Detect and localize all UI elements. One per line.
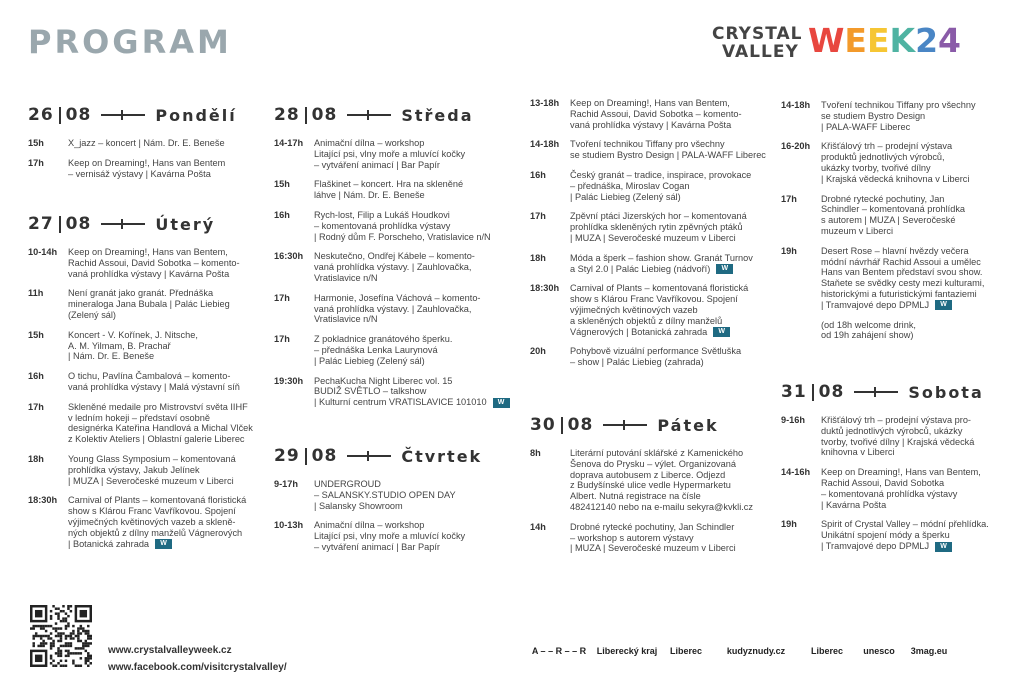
event-time: 18h <box>28 453 44 464</box>
facebook-link[interactable]: www.facebook.com/visitcrystalvalley/ <box>108 662 287 673</box>
event-description: Tvoření technikou Tiffany pro všechny se studiem Bystro Design | PALA-WAFF Liberec <box>821 100 976 132</box>
day-date: 31 <box>781 382 807 402</box>
day-header <box>530 414 776 436</box>
event-time: 14-18h <box>781 100 811 110</box>
day-date: 27 <box>28 214 54 234</box>
event-time: 8h <box>530 448 541 458</box>
header-line <box>347 114 391 116</box>
day-name: Pondělí <box>155 105 237 125</box>
header-line <box>347 455 391 457</box>
event-item <box>530 346 776 368</box>
footer-links <box>108 642 287 676</box>
event-time: 18h <box>530 252 546 263</box>
event-item <box>28 495 268 549</box>
event-time: 17h <box>530 211 546 222</box>
event-time: 17h <box>274 292 290 303</box>
event-item <box>530 283 776 337</box>
week-badge-icon: W <box>716 264 733 274</box>
event-time: 15h <box>28 329 44 340</box>
day-month: 08 <box>311 446 338 466</box>
logo-letter: 2 <box>915 21 939 60</box>
week-badge-icon: W <box>935 300 952 310</box>
event-description: Keep on Dreaming!, Hans van Bentem, Rachid Assoui, David Sobotka – komento- vaná prohlídka výstavy | Kavárna Pošta <box>68 247 240 279</box>
event-item <box>530 170 776 202</box>
logo-line-1: CRYSTAL <box>712 24 803 44</box>
event-item <box>781 519 1009 551</box>
event-time: 10-14h <box>28 247 58 257</box>
event-item <box>530 211 776 243</box>
event-description: X_jazz – koncert | Nám. Dr. E. Beneše <box>68 138 225 148</box>
qr-code[interactable] <box>30 605 92 667</box>
event-time: 15h <box>274 179 290 190</box>
event-description: Zpěvní ptáci Jizerských hor – komentovaná prohlídka skleněných rytin zpěvných ptáků | MUZA | Severočeské muzeum v Liberci <box>570 211 747 243</box>
day-date: 29 <box>274 446 300 466</box>
event-description: Koncert - V. Kořínek, J. Nitsche, A. M. Yilmam, B. Prachař | Nám. Dr. E. Beneše <box>68 329 198 362</box>
header-line <box>854 391 898 393</box>
day-name: Čtvrtek <box>401 446 483 466</box>
header-line <box>101 114 145 116</box>
event-time: 17h <box>274 334 290 345</box>
event-time: 19h <box>781 245 797 256</box>
event-item <box>28 138 268 149</box>
day-header <box>28 104 268 126</box>
logo-line-2: VALLEY <box>722 42 799 62</box>
day-block <box>530 406 776 563</box>
event-item <box>28 158 268 180</box>
day-month: 08 <box>311 105 338 125</box>
day-header <box>274 104 512 126</box>
event-description: Tvoření technikou Tiffany pro všechny se studiem Bystro Design | PALA-WAFF Liberec <box>570 139 766 161</box>
event-description: Keep on Dreaming!, Hans van Bentem, Rachid Assoui, David Sobotka – komento- vaná prohlídka výstavy | Kavárna Pošta <box>570 98 742 130</box>
day-block <box>781 100 1009 350</box>
event-item <box>274 520 512 552</box>
event-time: 17h <box>781 193 797 204</box>
event-time: 14-16h <box>781 467 811 478</box>
event-time: 10-13h <box>274 520 304 531</box>
event-description: Animační dílna – workshop Litající psi, vlny moře a mluvící kočky – vytváření animací | Bar Papír <box>314 138 466 170</box>
event-description: Animační dílna – workshop Litající psi, vlny moře a mluvící kočky – vytváření animací | Bar Papír <box>314 520 466 552</box>
day-name: Pátek <box>657 415 719 435</box>
event-time: 16h <box>274 209 290 220</box>
crystal-valley-week-logo <box>712 21 1002 68</box>
sponsor-logo[interactable]: Liberec <box>669 646 702 656</box>
logo-letter: 4 <box>938 21 962 60</box>
event-item <box>274 293 512 325</box>
event-item <box>530 98 776 130</box>
event-time: 15h <box>28 138 44 148</box>
event-time: 14h <box>530 521 546 532</box>
event-description: Drobné rytecké pochutiny, Jan Schindler – komentovaná prohlídka s autorem | MUZA | Severočeské muzeum v Liberci <box>821 193 966 236</box>
week-badge-icon: W <box>935 542 952 552</box>
event-item <box>28 247 268 279</box>
day-month: 08 <box>65 214 92 234</box>
date-separator <box>561 417 563 434</box>
event-time: 16h <box>28 371 44 382</box>
sponsor-logo[interactable]: Liberec <box>810 646 843 656</box>
event-item <box>274 138 512 170</box>
event-item <box>274 179 512 201</box>
website-link[interactable]: www.crystalvalleyweek.cz <box>108 645 232 656</box>
event-item <box>781 194 1009 237</box>
event-description: O tichu, Pavlína Čambalová – komento- vaná prohlídka výstavy | Malá výstavní síň <box>68 371 240 392</box>
event-description: Pohybově vizuální performance Světluška – show | Palác Liebieg (zahrada) <box>570 346 742 368</box>
week-badge-icon: W <box>493 398 510 408</box>
event-description: Český granát – tradice, inspirace, provokace – přednáška, Miroslav Cogan | Palác Liebieg (Zelený sál) <box>570 169 752 202</box>
date-separator <box>305 448 307 465</box>
date-separator <box>59 107 61 124</box>
event-time: 13-18h <box>530 98 560 108</box>
week-badge-icon: W <box>713 327 730 337</box>
event-item <box>28 288 268 320</box>
day-name: Úterý <box>155 214 216 234</box>
day-header <box>28 213 268 235</box>
date-separator <box>305 107 307 124</box>
day-date: 26 <box>28 105 54 125</box>
event-description: Harmonie, Josefína Váchová – komento- vaná prohlídka výstavy. | Zauhlovačka, Vratislavice n/N <box>314 292 481 325</box>
event-item <box>28 454 268 486</box>
sponsor-logo[interactable]: Liberecký kraj <box>596 646 658 656</box>
logo-letter: E <box>844 21 867 60</box>
event-time: 9-17h <box>274 479 299 489</box>
event-item <box>28 402 268 445</box>
event-description: Carnival of Plants – komentovaná floristická show s Klárou Franc Vavříkovou. Spojení výjimečných květinových vazeb a skleně- ných objektů z dílny manželů Vágnerových | Botanická zahrada W <box>68 495 247 549</box>
day-month: 08 <box>567 415 594 435</box>
event-time: 17h <box>28 157 44 168</box>
event-description: Není granát jako granát. Přednáška mineraloga Jana Bubala | Palác Liebieg (Zelený sál) <box>68 288 230 320</box>
header-line <box>603 424 647 426</box>
day-header <box>274 445 512 467</box>
event-description: Křišťálový trh – prodejní výstava produktů jednotlivých výrobců, ukázky tvorby, tvořivé dílny | Krajská vědecká knihovna v Liberci <box>821 141 970 184</box>
event-time: 18:30h <box>530 283 560 294</box>
event-description: Spirit of Crystal Valley – módní přehlídka. Unikátní spojení módy a šperku | Tramvajové depo DPMLJ W <box>821 519 989 551</box>
event-item <box>781 246 1009 311</box>
day-block <box>530 98 776 377</box>
sponsor-logo[interactable]: A – – R – – R <box>531 646 587 656</box>
header-line <box>101 223 145 225</box>
day-month: 08 <box>65 105 92 125</box>
day-name: Sobota <box>908 382 984 402</box>
event-time: 20h <box>530 346 546 357</box>
event-item <box>781 415 1009 458</box>
day-block <box>781 373 1009 561</box>
day-date: 30 <box>530 415 556 435</box>
event-time: 16:30h <box>274 251 304 262</box>
event-description: Rych-lost, Filip a Lukáš Houdkovi – komentovaná prohlídka výstavy | Rodný dům F. Porscheho, Vratislavice n/N <box>314 209 491 242</box>
day-month: 08 <box>818 382 845 402</box>
event-item <box>28 330 268 362</box>
day-header <box>781 381 1009 403</box>
event-time: 19h <box>781 519 797 530</box>
event-description: Desert Rose – hlavní hvězdy večera módní návrhář Rachid Assoui a umělec Hans van Bentem představí svou show. Staňete se svědky cesty mezi kulturami, historickými a futuristickými fantaziemi | Tramvajové depo DPMLJ W <box>821 245 985 310</box>
day-block <box>274 96 512 417</box>
event-description: Literární putování sklářské z Kamenického Šenova do Prysku – výlet. Organizovaná doprava autobusem z Liberce. Odjezd z Budyšínské ulice vedle Hypermarketu Albert. Nutná registrace na čísle 482412140 nebo na e-mailu sekyra@kvkli.cz <box>570 448 753 512</box>
event-item <box>274 334 512 366</box>
sponsor-logo[interactable]: 3mag.eu <box>910 646 948 656</box>
event-description: PechaKucha Night Liberec vol. 15 BUDIŽ SVĚTLO – talkshow | Kulturní centrum VRATISLAVICE 101010 W <box>314 376 512 408</box>
event-description: UNDERGROUD – SALANSKY.STUDIO OPEN DAY | Salansky Showroom <box>314 479 456 511</box>
event-item <box>530 253 776 275</box>
event-description: Carnival of Plants – komentovaná floristická show s Klárou Franc Vavříkovou. Spojení výjimečných květinových vazeb a skleněných objektů z dílny manželů Vágnerových | Botanická zahrada W <box>570 283 749 337</box>
logo-letter: E <box>866 21 890 60</box>
sponsor-logo[interactable]: kudyznudy.cz <box>726 646 786 656</box>
event-description: Neskutečno, Ondřej Kábele – komento- vaná prohlídka výstavy. | Zauhlovačka, Vratislavice n/N <box>314 251 475 283</box>
event-description: Young Glass Symposium – komentovaná prohlídka výstavy, Jakub Jelínek | MUZA | Severočeské muzeum v Liberci <box>68 453 236 486</box>
event-item <box>28 371 268 393</box>
event-description: Keep on Dreaming!, Hans van Bentem, Rachid Assoui, David Sobotka – komentovaná prohlídka výstavy | Kavárna Pošta <box>821 467 981 510</box>
date-separator <box>59 216 61 233</box>
sponsor-logos <box>522 646 956 656</box>
event-time: 11h <box>28 288 44 299</box>
page-title: PROGRAM <box>28 23 232 61</box>
event-time: 14-18h <box>530 139 560 150</box>
event-description: Flaškinet – koncert. Hra na skleněné láhve | Nám. Dr. E. Beneše <box>314 179 464 201</box>
event-time: 16-20h <box>781 141 811 152</box>
event-description: Skleněné medaile pro Mistrovství světa IIHF v ledním hokeji – představí osobně designérka Kateřina Handlová a Michal Vlček z Kolektiv Ateliers | Oblastní galerie Liberec <box>68 401 253 445</box>
event-item <box>781 320 1009 342</box>
event-time: 18:30h <box>28 495 58 506</box>
event-description: Z pokladnice granátového šperku. – přednáška Lenka Laurynová | Palác Liebieg (Zelený sál) <box>314 334 453 366</box>
event-time: 9-16h <box>781 415 806 425</box>
logo-week <box>808 21 962 60</box>
logo-letter: W <box>808 21 845 60</box>
sponsor-logo[interactable]: unesco <box>863 646 895 656</box>
day-block <box>28 96 268 188</box>
event-item <box>274 479 512 511</box>
logo-letter: K <box>889 21 916 60</box>
event-description: Drobné rytecké pochutiny, Jan Schindler – workshop s autorem výstavy | MUZA | Severočeské muzeum v Liberci <box>570 521 736 554</box>
event-item <box>274 376 512 408</box>
event-item <box>530 448 776 513</box>
day-date: 28 <box>274 105 300 125</box>
event-description: Křišťálový trh – prodejní výstava pro- duktů jednotlivých výrobců, ukázky tvorby, tvořivé dílny | Krajská vědecká knihovna v Liberci <box>821 415 975 458</box>
event-item <box>781 141 1009 184</box>
event-item <box>530 522 776 554</box>
week-badge-icon: W <box>155 539 172 549</box>
event-time: 14-17h <box>274 138 304 148</box>
event-time: 16h <box>530 169 546 180</box>
day-block <box>274 437 512 562</box>
event-time <box>781 320 821 342</box>
day-name: Středa <box>401 105 474 125</box>
event-description: Móda a šperk – fashion show. Granát Turnov a Styl 2.0 | Palác Liebieg (nádvoří) W <box>570 252 753 274</box>
event-item <box>274 210 512 242</box>
day-block <box>28 205 268 558</box>
event-description: (od 18h welcome drink, od 19h zahájení show) <box>821 319 916 341</box>
date-separator <box>812 384 814 401</box>
event-item <box>274 251 512 283</box>
event-time: 19:30h <box>274 375 304 386</box>
event-description: Keep on Dreaming!, Hans van Bentem – vernisáž výstavy | Kavárna Pošta <box>68 157 226 179</box>
event-item <box>530 139 776 161</box>
event-time: 17h <box>28 401 44 412</box>
event-item <box>781 467 1009 510</box>
event-item <box>781 100 1009 132</box>
